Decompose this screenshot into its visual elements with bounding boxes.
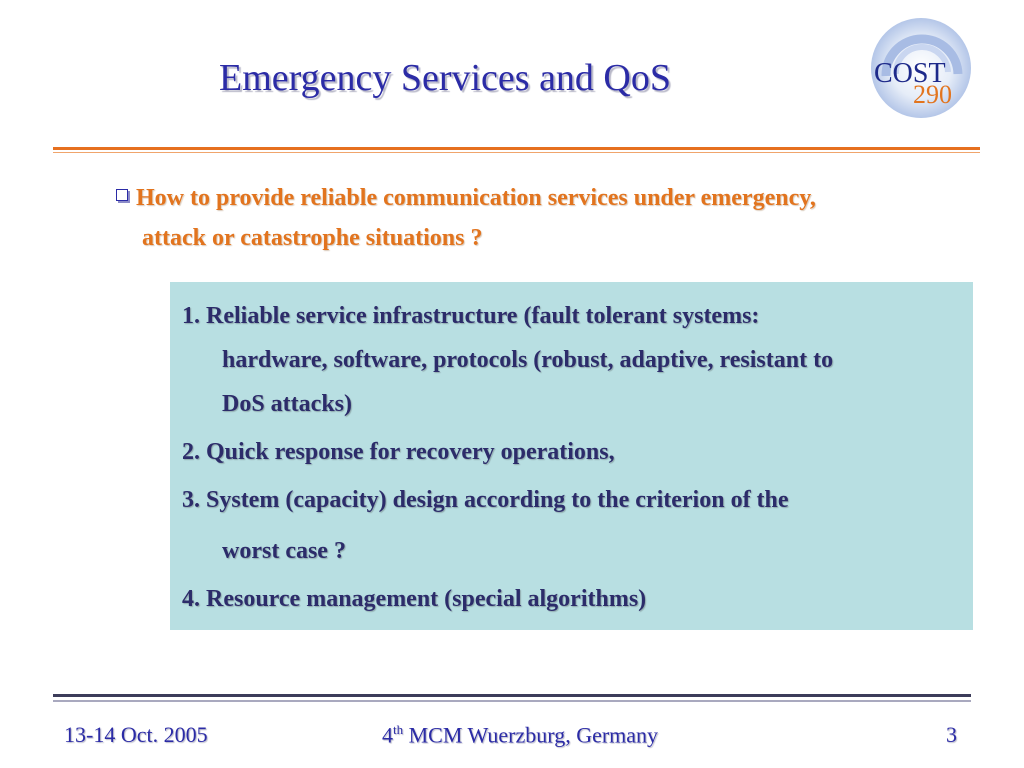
logo-cost-text: COST: [874, 58, 946, 89]
question-bullet: [116, 178, 976, 258]
answer-2-line-1: 2. Quick response for recovery operations,: [182, 439, 615, 465]
title-divider: [53, 147, 980, 153]
answer-1-line-2: hardware, software, protocols (robust, adaptive, resistant to: [222, 347, 834, 373]
answer-3-line-1: 3. System (capacity) design according to the criterion of the: [182, 487, 789, 513]
footer-divider: [53, 694, 971, 702]
answer-1-line-3: DoS attacks): [222, 391, 352, 417]
answer-item-1: [182, 294, 963, 426]
question-text-1: How to provide reliable communication services under emergency,: [136, 185, 816, 211]
answer-item-3: [182, 475, 963, 577]
page-number: 3: [946, 722, 957, 747]
footer-date: 13-14 Oct. 2005: [64, 722, 208, 747]
answer-item-4: [182, 577, 963, 622]
answer-1-line-1: 1. Reliable service infrastructure (fault tolerant systems:: [182, 303, 760, 329]
answer-3-line-2: worst case ?: [222, 538, 346, 564]
square-bullet-icon: [116, 189, 128, 201]
answer-box: [170, 282, 973, 630]
footer-event-superscript: th: [393, 722, 404, 737]
cost-logo: [866, 16, 976, 126]
cost-logo-icon: [866, 16, 976, 126]
slide-title: Emergency Services and QoS: [219, 57, 672, 99]
footer-event-text: MCM Wuerzburg, Germany: [403, 722, 659, 748]
answer-item-2: [182, 430, 963, 475]
footer-event-number: 4: [382, 722, 393, 748]
question-line-1: [116, 178, 976, 218]
question-line-2: attack or catastrophe situations ?: [142, 225, 483, 251]
answer-4-line-1: 4. Resource management (special algorithms): [182, 586, 647, 612]
footer-event: [382, 722, 658, 748]
logo-number-text: 290: [913, 80, 952, 109]
